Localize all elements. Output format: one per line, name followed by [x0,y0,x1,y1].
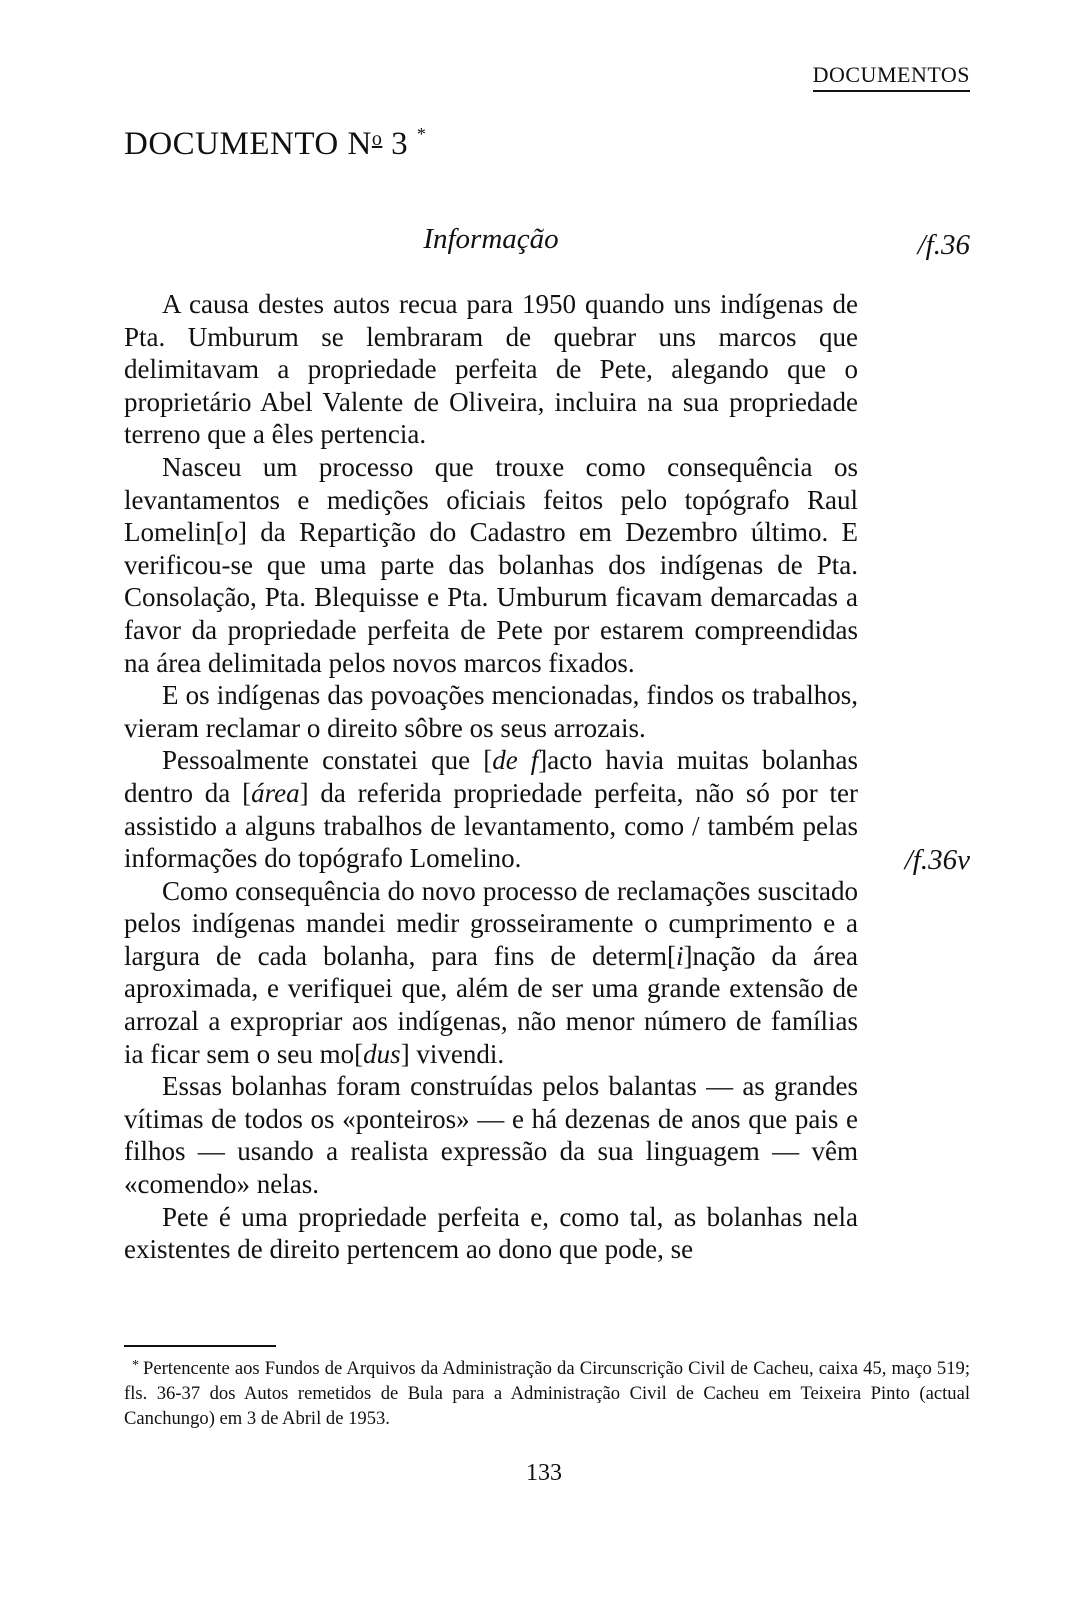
paragraph-3: E os indígenas das povoações mencionadas, findos os trabalhos, vieram reclamar o direito sôbre os seus arrozais. [124,680,858,743]
title-number: 3 [382,126,409,162]
footnote [124,1353,970,1431]
paragraph-4-text-b: ]acto havia muitas bolanhas dentro da [ [124,745,858,808]
folio-note-36: /f.36 [917,229,970,261]
paragraph-2-text-a: Nasceu um processo que trouxe como consequência os levantamentos e medições oficiais feitos pelo topógrafo Raul Lomelin[ [124,451,858,548]
title-prefix: DOCUMENTO N [124,126,372,162]
paragraph-2-editorial: o [224,517,238,548]
paragraph-2 [124,451,858,679]
paragraph-7: Pete é uma propriedade perfeita e, como tal, as bolanhas nela existentes de direito pertencem ao dono que pode, se [124,1201,858,1265]
footnote-rule [124,1345,276,1347]
footnote-text: Pertencente aos Fundos de Arquivos da Administração da Circunscrição Civil de Cacheu, caixa 45, maço 519; fls. 36-37 dos Autos remetidos de Bula para a Administração Civil de Cacheu em Teixeira Pinto (actual Canchungo) em 3 de Abril de 1953. [124,1358,970,1429]
paragraph-4-text-c: ] da referida propriedade perfeita, não só por ter assistido a alguns trabalhos de levantamento, como / também pelas informações do topógrafo Lomelino. [124,777,859,874]
paragraph-6: Essas bolanhas foram construídas pelos balantas — as grandes vítimas de todos os «ponteiros» — e há dezenas de anos que pais e filhos — usando a realista expressão da sua linguagem — vêm «comendo» nelas. [124,1071,858,1200]
paragraph-4 [124,744,858,874]
paragraph-5-editorial-a: i [675,940,684,971]
paragraph-4-editorial-a: de f [492,745,539,776]
paragraph-1: A causa destes autos recua para 1950 quando uns indígenas de Pta. Umburum se lembraram de quebrar uns marcos que delimitavam a propriedade perfeita de Pete, alegando que o proprietário Abel Valente de Oliveira, incluira na sua propriedade terreno que a êles pertencia. [124,289,858,450]
folio-note-36v: /f.36v [904,844,970,876]
section-heading: Informação [423,223,559,255]
paragraph-5-text-c: ] vivendi. [400,1038,505,1069]
footnote-marker: * [132,1358,139,1373]
document-title [124,124,426,163]
paragraph-5 [124,875,858,1071]
paragraph-5-editorial-b: dus [363,1038,401,1069]
paragraph-4-text-a: Pessoalmente constatei que [ [162,745,493,776]
paragraph-5-text-b: ]nação da área aproximada, e verifiquei que, além de ser uma grande extensão de arrozal a expropriar aos indígenas, não menor número de famílias ia ficar sem o seu mo[ [124,940,859,1069]
title-ordinal: o [371,128,383,150]
paragraph-4-editorial-b: área [251,777,300,808]
title-footnote-marker: * [416,124,427,144]
paragraph-5-text-a: Como consequência do novo processo de reclamações suscitado pelos indígenas mandei medir grosseiramente o cumprimento e a largura de cada bolanha, para fins de determ[ [124,875,858,971]
body-text [124,288,858,1266]
paragraph-2-text-b: ] da Repartição do Cadastro em Dezembro último. E verificou-se que uma parte das bolanhas dos indígenas de Pta. Consolação, Pta. Blequisse e Pta. Umburum ficavam demarcadas a favor da propriedade perfeita de Pete por estarem compreendidas na área delimitada pelos novos marcos fixados. [124,517,858,678]
running-head: DOCUMENTOS [813,62,970,92]
page-number: 133 [526,1460,562,1486]
